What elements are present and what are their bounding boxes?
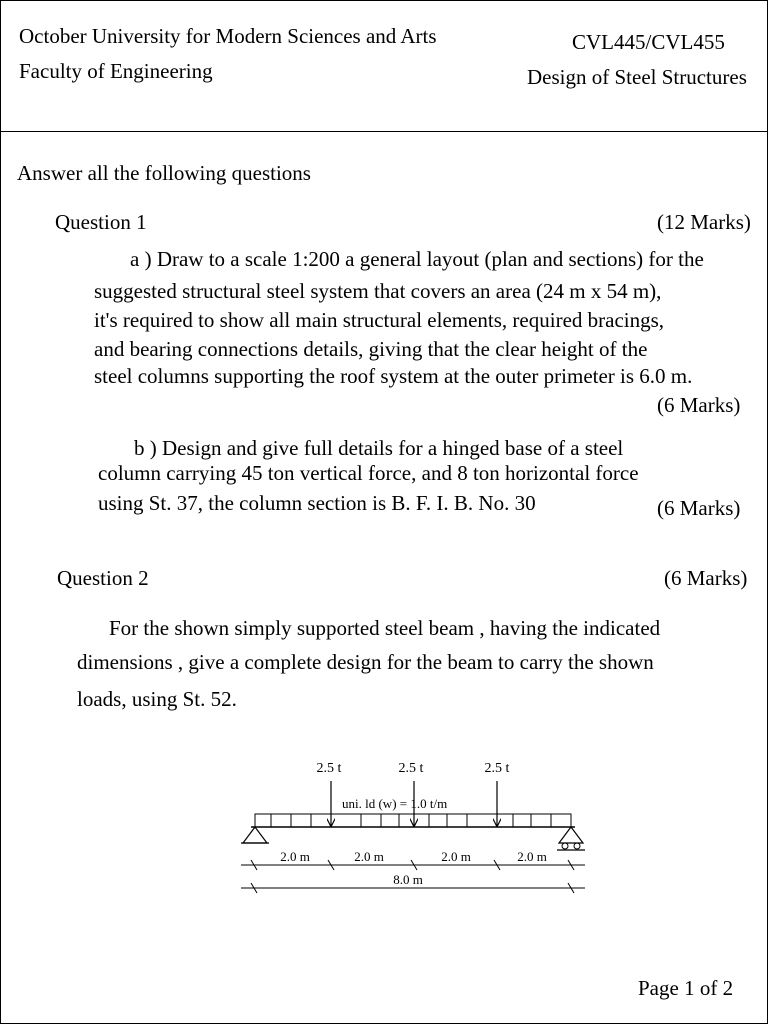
beam-diagram [1, 746, 767, 926]
exam-header [1, 1, 767, 132]
hinged-support [241, 827, 269, 843]
span-label-4: 2.0 m [517, 849, 547, 864]
question-1a-marks: (6 Marks) [657, 393, 741, 417]
uniform-load-label: uni. ld (w) = 1.0 t/m [342, 796, 448, 811]
instruction-text: Answer all the following questions [17, 161, 311, 185]
page-number: Page 1 of 2 [638, 976, 734, 1000]
uniform-load-block [255, 814, 571, 827]
question-1-marks: (12 Marks) [657, 210, 751, 234]
span-label-1: 2.0 m [280, 849, 310, 864]
span-label-3: 2.0 m [441, 849, 471, 864]
question-2-marks: (6 Marks) [664, 566, 748, 590]
span-label-2: 2.0 m [354, 849, 384, 864]
course-title: Design of Steel Structures [527, 65, 747, 89]
question-1b-marks: (6 Marks) [657, 496, 741, 520]
total-span-label: 8.0 m [393, 872, 423, 887]
university-name: October University for Modern Sciences and Arts [19, 24, 437, 48]
faculty-name: Faculty of Engineering [19, 59, 213, 83]
roller-support [557, 827, 585, 850]
course-code: CVL445/CVL455 [572, 30, 725, 54]
point-load-label-2: 2.5 t [398, 761, 424, 776]
point-load-label-3: 2.5 t [484, 761, 510, 776]
question-2-title: Question 2 [57, 566, 149, 590]
point-load-label-1: 2.5 t [316, 761, 342, 776]
exam-page: October University for Modern Sciences and Arts Faculty of Engineering CVL445/CVL455 Design of Steel Structures Answer all the following questions Question 1 (12 Marks) a ) Draw to a scale 1:200 a general layout (plan and sections) for the suggested structural steel system that covers an area (24 m x 54 m), it's required to show all main structural elements, required bracings, and bearing connections details, giving that the clear height of the steel columns supporting the roof system at the outer primeter is 6.0 m. (6 Marks) b ) Design and give full details for a hinged base of a steel column carrying 45 ton vertical force, and 8 ton horizontal force using St. 37, the column section is B. F. I. B. No. 30 (6 Marks) Question 2 (6 Marks) For the shown simply supported steel beam , having the indicated dimensions , give a complete design for the beam to carry the shown loads, using St. 52. 2.5 t 2.5 t 2.5 t uni. ld (w) = 1.0 t/m 2.0 m 2.0 m 2.0 m 2.0 m 8.0 m Page 1 of 2 [0, 0, 768, 1024]
question-1-title: Question 1 [55, 210, 147, 234]
